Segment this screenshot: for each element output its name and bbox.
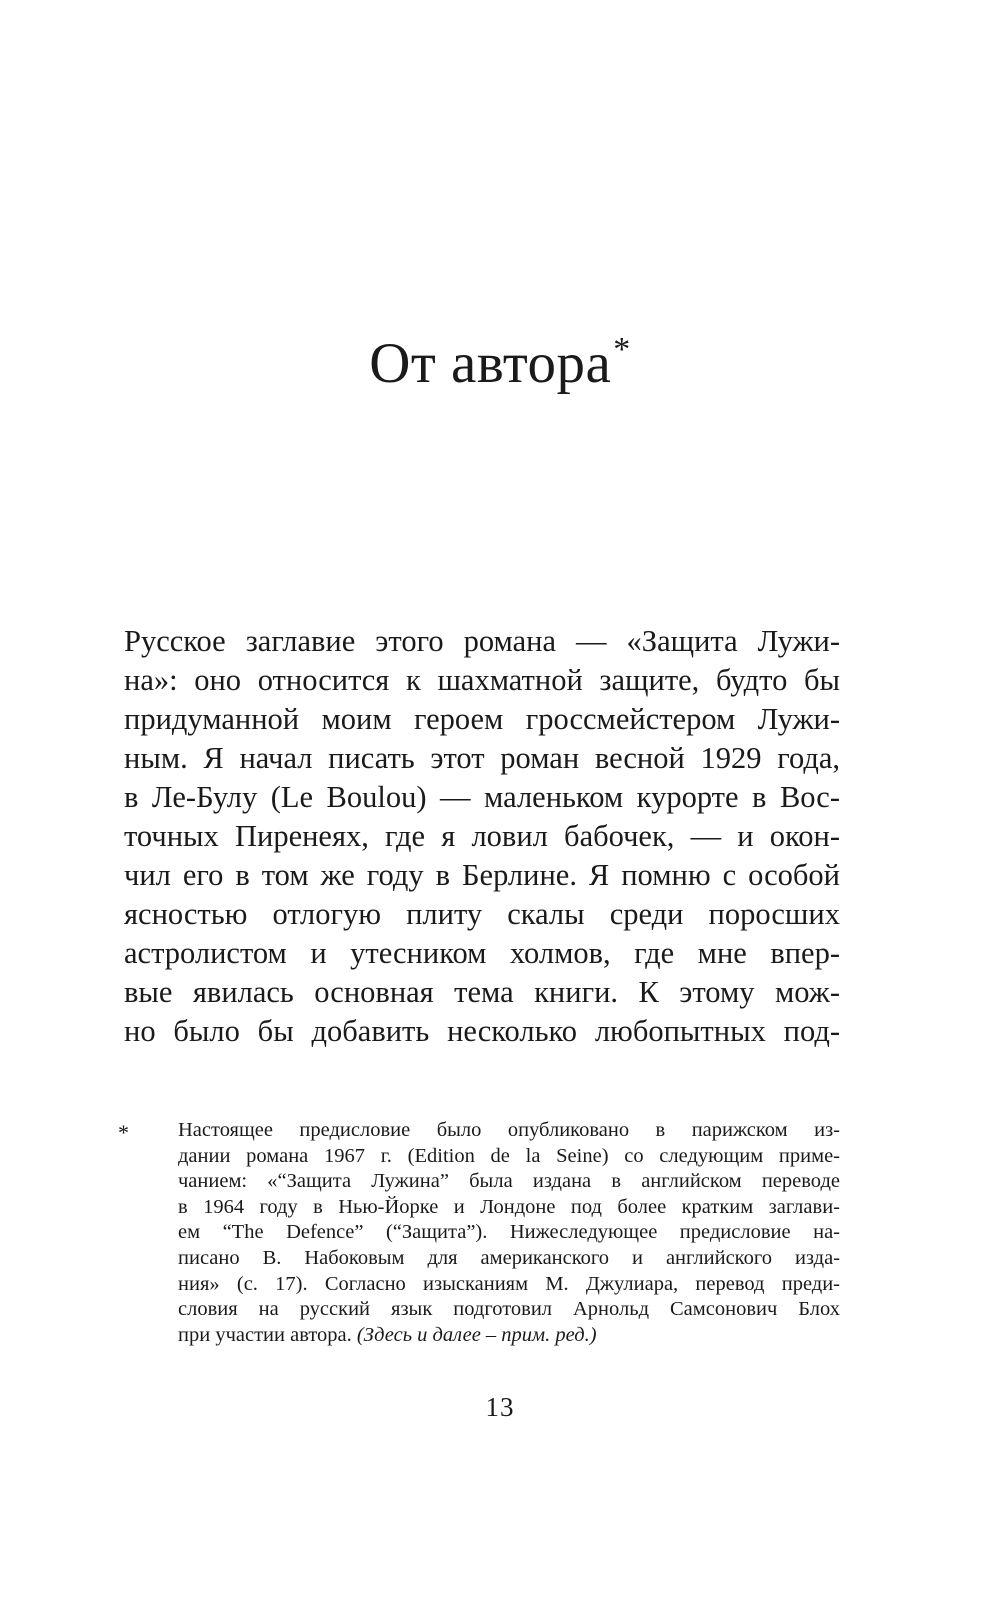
body-line: чил его в том же году в Берлине. Я помню с особой	[124, 858, 840, 892]
page-number: 13	[485, 1392, 515, 1422]
body-line: ным. Я начал писать этот роман весной 1929 года,	[124, 741, 840, 775]
body-line: ясностью отлогую плиту скалы среди поросших	[124, 897, 840, 931]
title-text: От автора	[369, 332, 612, 395]
body-line: вые явилась основная тема книги. К этому мож-	[124, 975, 840, 1009]
footnote-line: писано В. Набоковым для американского и английского изда-	[178, 1246, 840, 1269]
body-line: в Ле-Булу (Le Boulou) — маленьком курорте в Вос-	[124, 780, 840, 814]
footnote-line: ем “The Defence” (“Защита”). Нижеследующее предисловие на-	[178, 1221, 840, 1244]
body-line: точных Пиренеях, где я ловил бабочек, — и окон-	[124, 819, 840, 853]
footnote-marker: *	[118, 1120, 129, 1145]
body-line: астролистом и утесником холмов, где мне впер-	[124, 936, 840, 970]
body-line: придуманной моим героем гроссмейстером Лужи-	[124, 702, 840, 736]
page-title	[0, 318, 1000, 396]
body-line: на»: оно относится к шахматной защите, будто бы	[124, 663, 840, 697]
body-paragraph	[124, 622, 840, 1051]
editor-note: (Здесь и далее – прим. ред.)	[356, 1323, 597, 1346]
footnote-line: чанием: «“Защита Лужина” была издана в английском переводе	[178, 1170, 840, 1193]
footnote-last-line-text: при участии автора.	[178, 1323, 352, 1346]
title-footnote-marker: *	[613, 331, 631, 368]
footnote-line: словия на русский язык подготовил Арнольд Самсонович Блох	[178, 1298, 840, 1321]
footnote-line: в 1964 году в Нью-Йорке и Лондоне под более кратким заглави-	[178, 1195, 840, 1218]
body-line: но было бы добавить несколько любопытных под-	[124, 1014, 840, 1048]
footnote-line: Настоящее предисловие было опубликовано в парижском из-	[178, 1119, 840, 1141]
body-line: Русское заглавие этого романа — «Защита Лужи-	[124, 624, 840, 658]
footnote-last-line	[178, 1323, 840, 1349]
footnote-line: дании романа 1967 г. (Edition de la Seine) со следующим приме-	[178, 1144, 840, 1167]
footnote-line: ния» (с. 17). Согласно изысканиям М. Джулиара, перевод преди-	[178, 1272, 840, 1295]
footnote-text	[178, 1118, 840, 1348]
